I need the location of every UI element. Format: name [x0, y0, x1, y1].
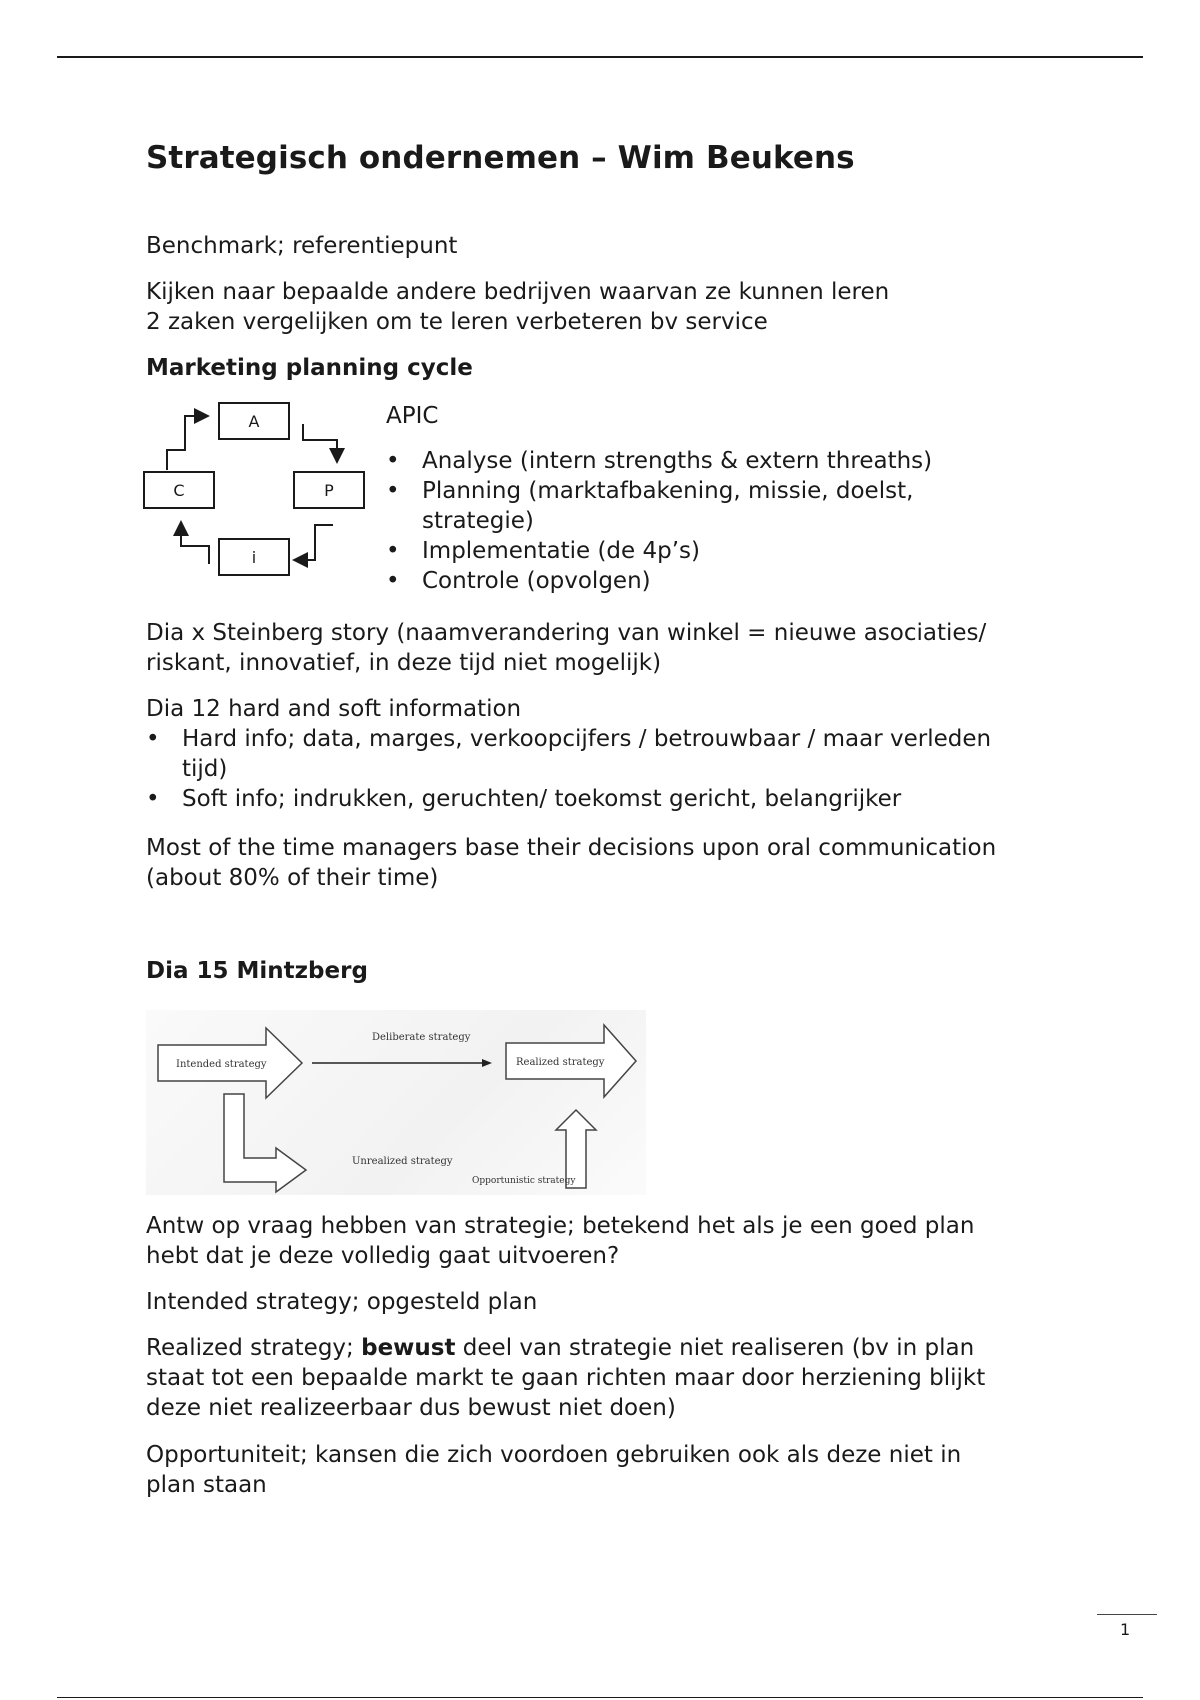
apic-box-i: i [218, 538, 290, 576]
apic-list [386, 446, 932, 596]
para-most-line2: (about 80% of their time) [146, 865, 439, 891]
apic-label: APIC [386, 403, 439, 429]
para-realized-line1: Realized strategy; bewust deel van strategie niet realiseren (bv in plan [146, 1335, 975, 1361]
para-opp-line2: plan staan [146, 1472, 267, 1498]
para-realized-line3: deze niet realizeerbaar dus bewust niet doen) [146, 1395, 676, 1421]
page-number: 1 [1120, 1620, 1131, 1639]
list-item: • Implementatie (de 4p’s) [386, 536, 932, 566]
apic-cycle-diagram [143, 400, 373, 580]
list-item: • Controle (opvolgen) [386, 566, 932, 596]
apic-box-p: P [293, 471, 365, 509]
para-opp-line1: Opportuniteit; kansen die zich voordoen gebruiken ook als deze niet in [146, 1442, 962, 1468]
page-number-rule [1097, 1614, 1157, 1615]
top-rule [57, 56, 1143, 58]
label-deliberate: Deliberate strategy [372, 1032, 471, 1043]
para-realized-line2: staat tot een bepaalde markt te gaan richten maar door herziening blijkt [146, 1365, 986, 1391]
para-kijken-line1: Kijken naar bepaalde andere bedrijven waarvan ze kunnen leren [146, 279, 890, 305]
apic-box-c: C [143, 471, 215, 509]
para-antw-line2: hebt dat je deze volledig gaat uitvoeren? [146, 1243, 620, 1269]
para-antw-line1: Antw op vraag hebben van strategie; betekend het als je een goed plan [146, 1213, 975, 1239]
label-intended: Intended strategy [176, 1059, 267, 1070]
info-list [146, 724, 991, 814]
arrow-p-to-i [296, 525, 333, 560]
page-title: Strategisch ondernemen – Wim Beukens [146, 140, 855, 176]
apic-box-a: A [218, 402, 290, 440]
bold-bewust: bewust [361, 1335, 456, 1361]
heading-marketing-planning: Marketing planning cycle [146, 355, 473, 381]
mintzberg-figure [146, 1010, 646, 1195]
deliberate-arrowhead [482, 1059, 492, 1067]
arrow-a-to-p [303, 424, 337, 460]
para-benchmark: Benchmark; referentiepunt [146, 233, 458, 259]
arrow-i-to-c [181, 524, 209, 564]
list-item: • Planning (marktafbakening, missie, doelst, strategie) [386, 476, 932, 536]
para-kijken-line2: 2 zaken vergelijken om te leren verbeteren bv service [146, 309, 768, 335]
label-opportunistic: Opportunistic strategy [472, 1176, 576, 1186]
list-item-soft-info: • Soft info; indrukken, geruchten/ toekomst gericht, belangrijker [146, 784, 991, 814]
para-steinberg-line1: Dia x Steinberg story (naamverandering van winkel = nieuwe asociaties/ [146, 620, 987, 646]
heading-mintzberg: Dia 15 Mintzberg [146, 958, 368, 984]
bottom-rule [57, 1697, 1143, 1698]
para-steinberg-line2: riskant, innovatief, in deze tijd niet mogelijk) [146, 650, 662, 676]
list-item: • Analyse (intern strengths & extern threaths) [386, 446, 932, 476]
para-dia12: Dia 12 hard and soft information [146, 696, 522, 722]
unrealized-strategy-arrow [224, 1094, 306, 1192]
list-item-hard-info: • Hard info; data, marges, verkoopcijfers / betrouwbaar / maar verleden tijd) [146, 724, 991, 784]
label-unrealized: Unrealized strategy [352, 1156, 453, 1167]
label-realized: Realized strategy [516, 1057, 605, 1068]
mintzberg-diagram [146, 1010, 646, 1195]
arrow-c-to-a [167, 416, 206, 470]
para-intended: Intended strategy; opgesteld plan [146, 1289, 538, 1315]
para-most-line1: Most of the time managers base their decisions upon oral communication [146, 835, 997, 861]
